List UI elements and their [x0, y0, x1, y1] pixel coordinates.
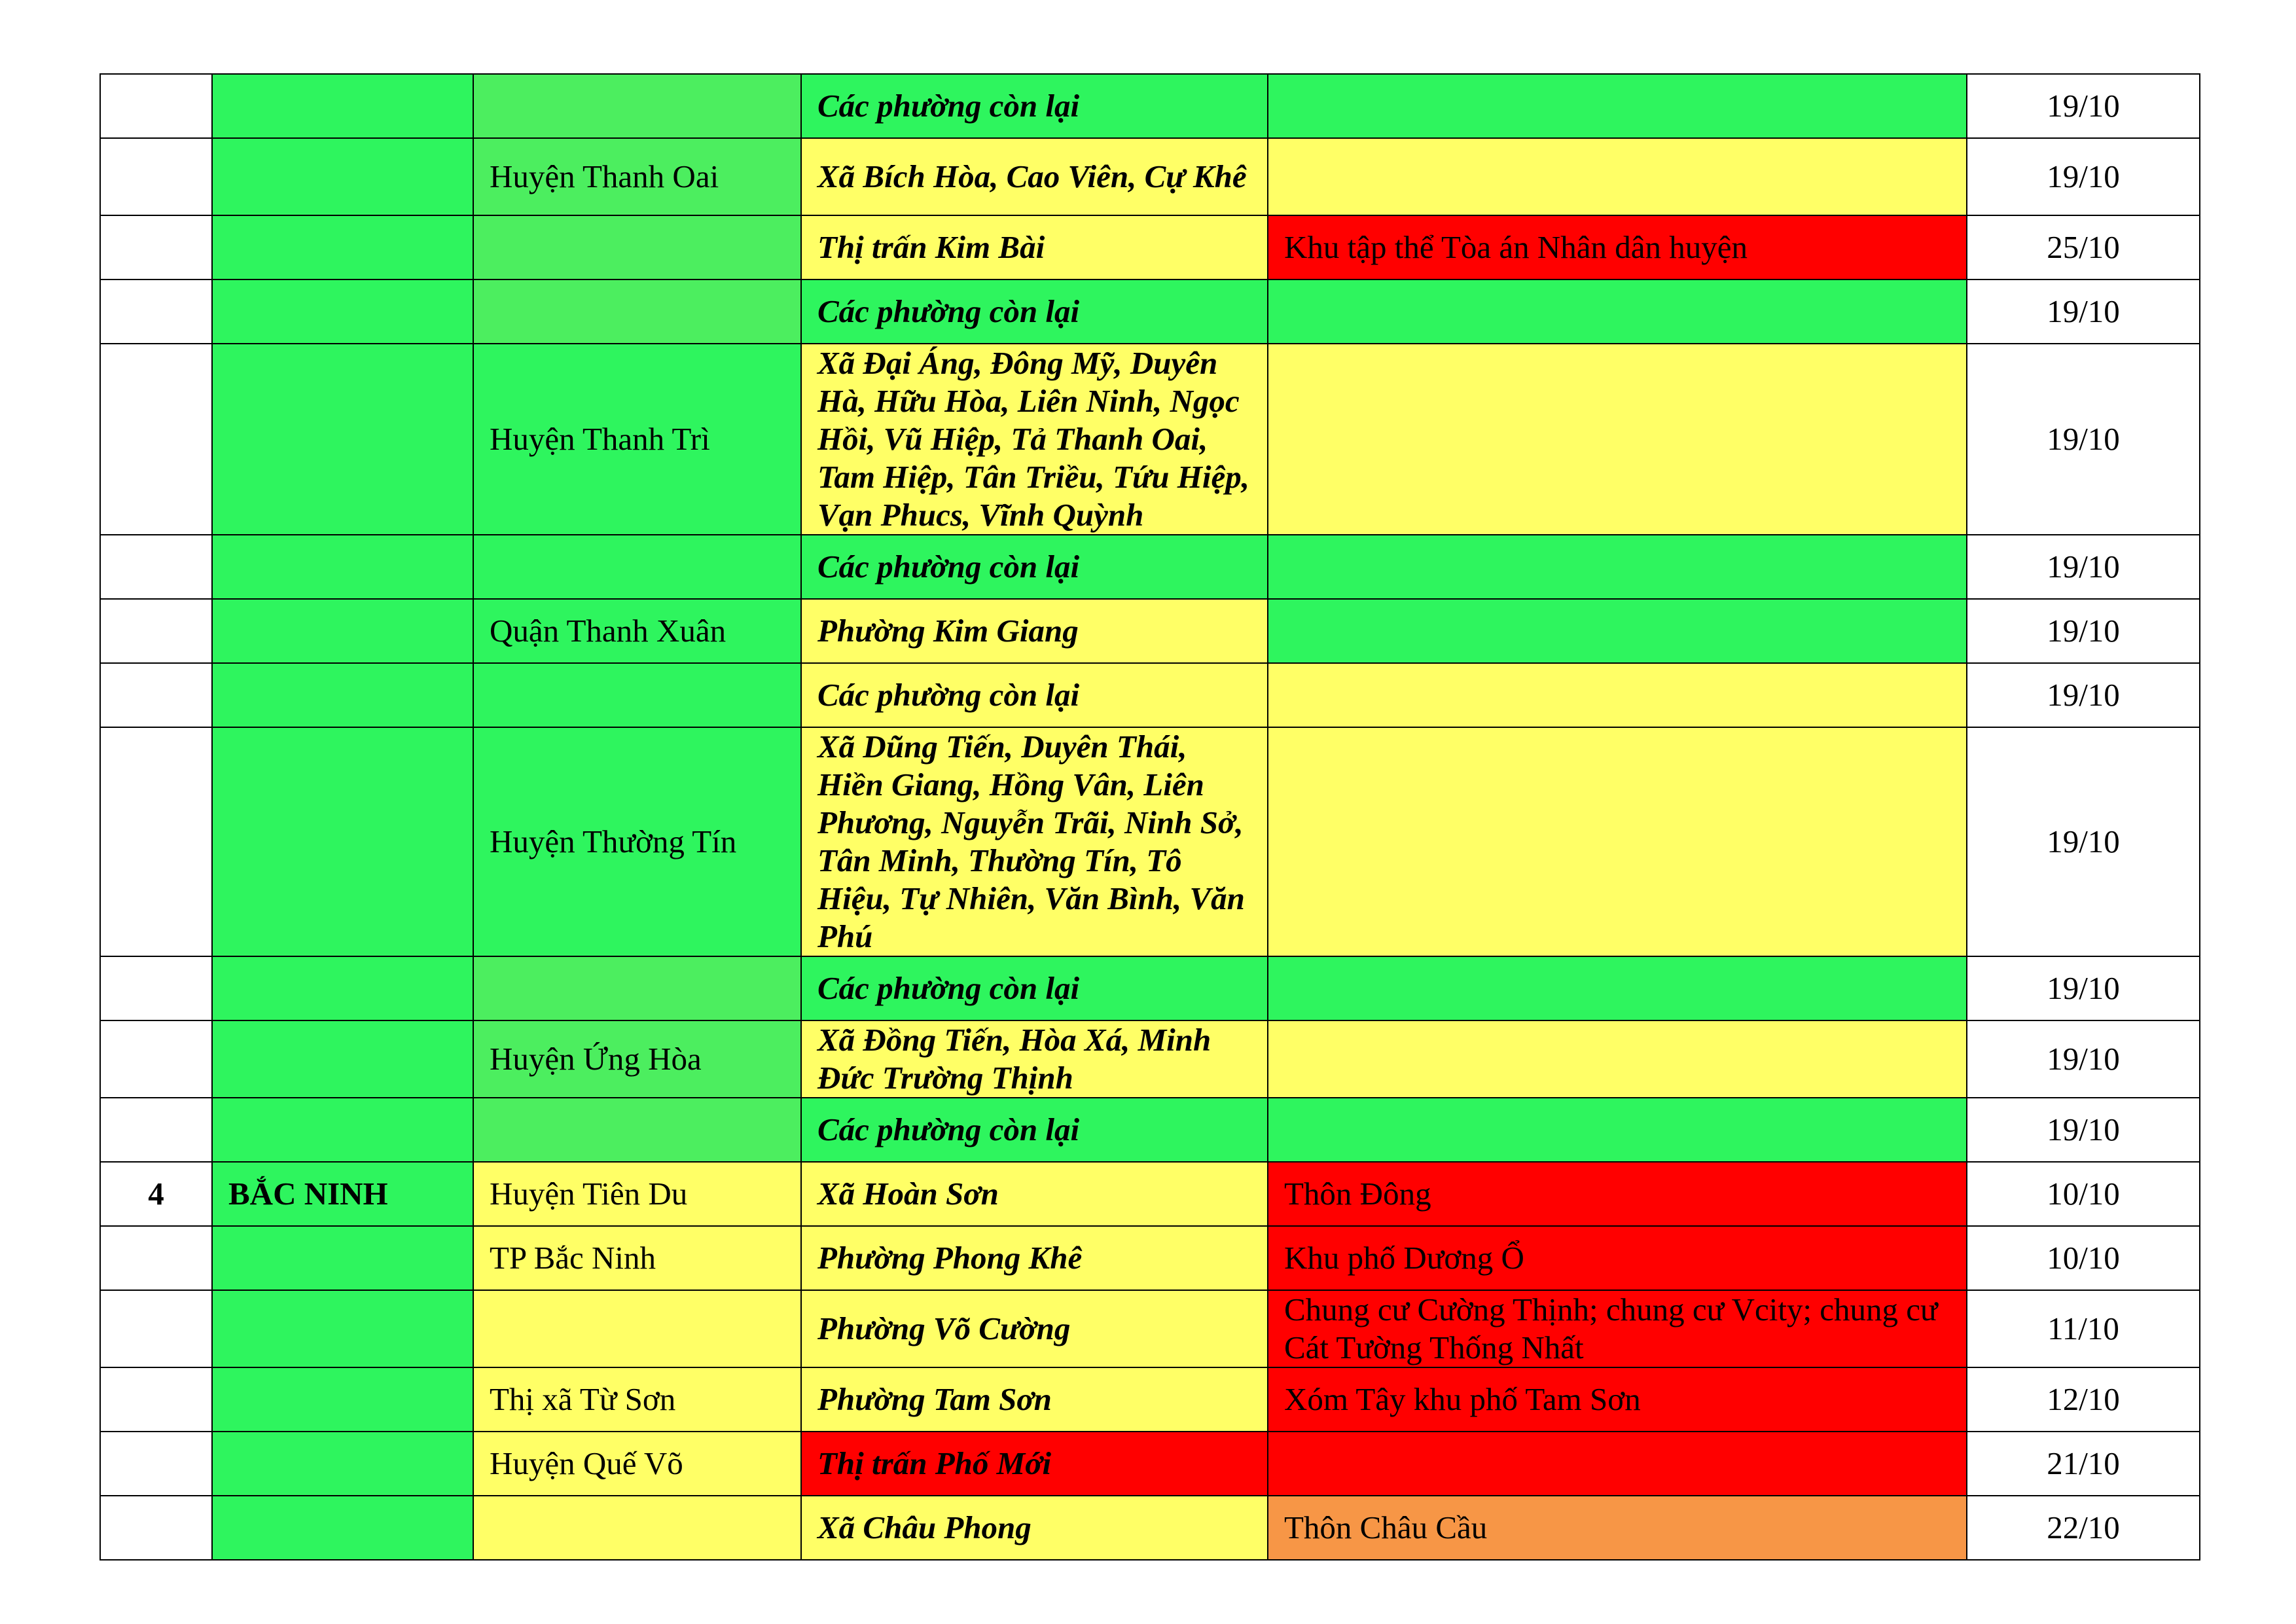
ward-cell: Phường Kim Giang: [801, 599, 1268, 663]
zone-status-table: [99, 73, 2200, 1561]
stt-cell: [100, 727, 212, 956]
district-cell: Huyện Ứng Hòa: [473, 1020, 801, 1098]
date-cell: 19/10: [1967, 535, 2200, 599]
area-cell: [1268, 1432, 1967, 1496]
ward-cell: Các phường còn lại: [801, 74, 1268, 138]
stt-cell: [100, 535, 212, 599]
area-cell: Khu phố Dương Ổ: [1268, 1226, 1967, 1290]
province-cell: [212, 1098, 473, 1162]
district-cell: [473, 74, 801, 138]
area-cell: [1268, 535, 1967, 599]
ward-cell: Xã Hoàn Sơn: [801, 1162, 1268, 1226]
date-cell: 19/10: [1967, 344, 2200, 535]
date-cell: 19/10: [1967, 663, 2200, 727]
date-cell: 19/10: [1967, 727, 2200, 956]
area-cell: [1268, 599, 1967, 663]
stt-cell: [100, 74, 212, 138]
area-cell: Thôn Châu Cầu: [1268, 1496, 1967, 1560]
table-row: [100, 663, 2200, 727]
ward-cell: Xã Châu Phong: [801, 1496, 1268, 1560]
province-cell: [212, 727, 473, 956]
stt-cell: [100, 1432, 212, 1496]
stt-cell: [100, 599, 212, 663]
table-row: [100, 74, 2200, 138]
date-cell: 19/10: [1967, 956, 2200, 1020]
ward-cell: Phường Tam Sơn: [801, 1367, 1268, 1432]
district-cell: TP Bắc Ninh: [473, 1226, 801, 1290]
table-row: [100, 1432, 2200, 1496]
province-cell: [212, 956, 473, 1020]
province-cell: [212, 280, 473, 344]
table-row: [100, 280, 2200, 344]
stt-cell: [100, 1496, 212, 1560]
table-row: [100, 215, 2200, 280]
area-cell: [1268, 663, 1967, 727]
district-cell: Quận Thanh Xuân: [473, 599, 801, 663]
area-cell: Xóm Tây khu phố Tam Sơn: [1268, 1367, 1967, 1432]
area-cell: [1268, 138, 1967, 215]
province-cell: [212, 1290, 473, 1367]
district-cell: [473, 1496, 801, 1560]
table-row: [100, 1162, 2200, 1226]
district-cell: [473, 535, 801, 599]
table-row: [100, 1290, 2200, 1367]
stt-cell: [100, 1367, 212, 1432]
date-cell: 19/10: [1967, 599, 2200, 663]
area-cell: [1268, 280, 1967, 344]
date-cell: 10/10: [1967, 1162, 2200, 1226]
date-cell: 19/10: [1967, 1020, 2200, 1098]
province-cell: [212, 1367, 473, 1432]
area-cell: Chung cư Cường Thịnh; chung cư Vcity; chung cư Cát Tường Thống Nhất: [1268, 1290, 1967, 1367]
ward-cell: Các phường còn lại: [801, 956, 1268, 1020]
table-row: [100, 344, 2200, 535]
date-cell: 19/10: [1967, 1098, 2200, 1162]
table-row: [100, 535, 2200, 599]
district-cell: Huyện Quế Võ: [473, 1432, 801, 1496]
area-cell: [1268, 74, 1967, 138]
area-cell: [1268, 344, 1967, 535]
area-cell: [1268, 956, 1967, 1020]
ward-cell: Các phường còn lại: [801, 280, 1268, 344]
table-row: [100, 1496, 2200, 1560]
stt-cell: [100, 663, 212, 727]
stt-cell: [100, 1098, 212, 1162]
table-row: [100, 1367, 2200, 1432]
ward-cell: Các phường còn lại: [801, 663, 1268, 727]
stt-cell: [100, 1020, 212, 1098]
area-cell: Thôn Đông: [1268, 1162, 1967, 1226]
district-cell: [473, 1290, 801, 1367]
district-cell: Huyện Thường Tín: [473, 727, 801, 956]
table-row: [100, 138, 2200, 215]
area-cell: [1268, 1098, 1967, 1162]
district-cell: Thị xã Từ Sơn: [473, 1367, 801, 1432]
ward-cell: Các phường còn lại: [801, 535, 1268, 599]
stt-cell: 4: [100, 1162, 212, 1226]
area-cell: [1268, 1020, 1967, 1098]
ward-cell: Xã Đồng Tiến, Hòa Xá, Minh Đức Trường Thịnh: [801, 1020, 1268, 1098]
ward-cell: Thị trấn Phố Mới: [801, 1432, 1268, 1496]
date-cell: 10/10: [1967, 1226, 2200, 1290]
province-cell: [212, 1496, 473, 1560]
district-cell: Huyện Tiên Du: [473, 1162, 801, 1226]
province-cell: [212, 663, 473, 727]
ward-cell: Phường Võ Cường: [801, 1290, 1268, 1367]
ward-cell: Xã Dũng Tiến, Duyên Thái, Hiền Giang, Hồng Vân, Liên Phương, Nguyễn Trãi, Ninh Sở, Tân Minh, Thường Tín, Tô Hiệu, Tự Nhiên, Văn Bình, Văn Phú: [801, 727, 1268, 956]
table-row: [100, 956, 2200, 1020]
province-cell: [212, 1432, 473, 1496]
district-cell: [473, 215, 801, 280]
ward-cell: Thị trấn Kim Bài: [801, 215, 1268, 280]
table-row: [100, 1226, 2200, 1290]
district-cell: [473, 1098, 801, 1162]
ward-cell: Phường Phong Khê: [801, 1226, 1268, 1290]
date-cell: 12/10: [1967, 1367, 2200, 1432]
province-cell: [212, 599, 473, 663]
date-cell: 19/10: [1967, 74, 2200, 138]
stt-cell: [100, 138, 212, 215]
stt-cell: [100, 1226, 212, 1290]
date-cell: 22/10: [1967, 1496, 2200, 1560]
ward-cell: Xã Đại Áng, Đông Mỹ, Duyên Hà, Hữu Hòa, Liên Ninh, Ngọc Hồi, Vũ Hiệp, Tả Thanh Oai, Tam Hiệp, Tân Triều, Tứu Hiệp, Vạn Phucs, Vĩnh Quỳnh: [801, 344, 1268, 535]
area-cell: [1268, 727, 1967, 956]
ward-cell: Các phường còn lại: [801, 1098, 1268, 1162]
province-cell: [212, 344, 473, 535]
area-cell: Khu tập thể Tòa án Nhân dân huyện: [1268, 215, 1967, 280]
district-cell: [473, 663, 801, 727]
province-cell: BẮC NINH: [212, 1162, 473, 1226]
stt-cell: [100, 956, 212, 1020]
date-cell: 21/10: [1967, 1432, 2200, 1496]
date-cell: 25/10: [1967, 215, 2200, 280]
table-row: [100, 1098, 2200, 1162]
district-cell: Huyện Thanh Trì: [473, 344, 801, 535]
table-body: [100, 74, 2200, 1560]
date-cell: 11/10: [1967, 1290, 2200, 1367]
table-row: [100, 599, 2200, 663]
date-cell: 19/10: [1967, 138, 2200, 215]
stt-cell: [100, 344, 212, 535]
province-cell: [212, 1226, 473, 1290]
ward-cell: Xã Bích Hòa, Cao Viên, Cự Khê: [801, 138, 1268, 215]
date-cell: 19/10: [1967, 280, 2200, 344]
province-cell: [212, 74, 473, 138]
province-cell: [212, 1020, 473, 1098]
stt-cell: [100, 215, 212, 280]
province-cell: [212, 215, 473, 280]
stt-cell: [100, 1290, 212, 1367]
district-cell: [473, 956, 801, 1020]
table-row: [100, 727, 2200, 956]
district-cell: Huyện Thanh Oai: [473, 138, 801, 215]
stt-cell: [100, 280, 212, 344]
table-row: [100, 1020, 2200, 1098]
province-cell: [212, 535, 473, 599]
district-cell: [473, 280, 801, 344]
province-cell: [212, 138, 473, 215]
